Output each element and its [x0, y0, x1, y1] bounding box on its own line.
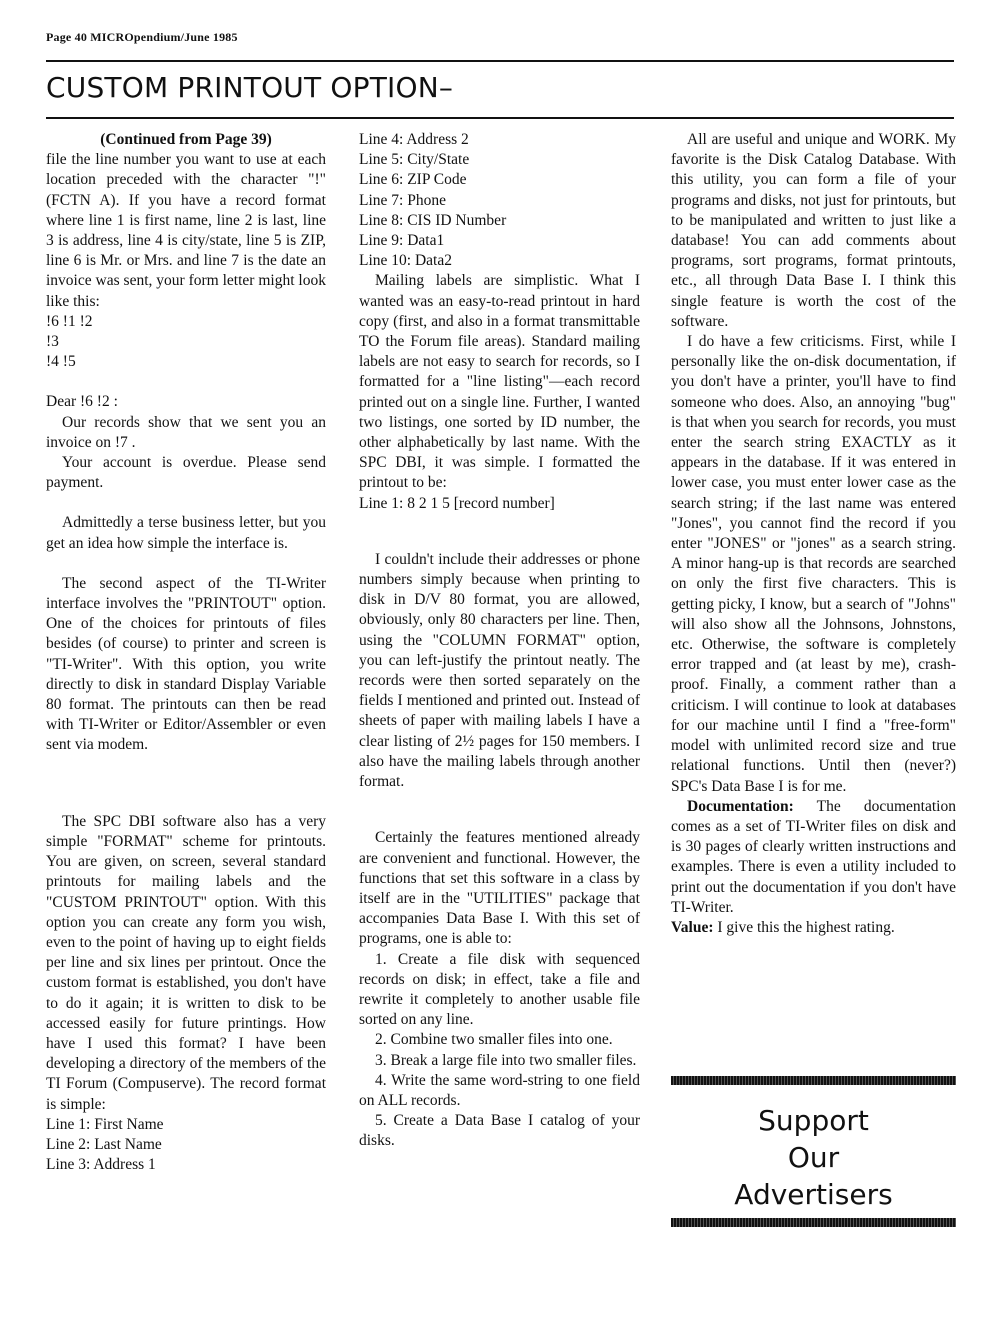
letter-salutation: Dear !6 !2 : — [46, 393, 118, 411]
form-line: !4 !5 — [46, 353, 76, 371]
documentation-label: Documentation: — [687, 797, 794, 815]
article-headline: CUSTOM PRINTOUT OPTION– — [46, 71, 454, 104]
support-line: Support — [758, 1104, 869, 1137]
printout-format-line: Line 1: 8 2 1 5 [record number] — [359, 494, 555, 512]
value-label: Value: — [671, 918, 714, 936]
header-rule-top — [46, 60, 954, 62]
support-advertisers-text — [671, 1102, 956, 1213]
record-format-line: Line 7: Phone — [359, 191, 446, 209]
form-line: !6 !1 !2 — [46, 312, 93, 330]
page-folio: Page 40 MICROpendium/June 1985 — [46, 30, 238, 44]
paragraph: The second aspect of the TI-Writer interface involves the "PRINTOUT" option. One of the choices for printouts of files besides (of course) to printer and screen is "TI-Writer". With this option, you write directly to disk in standard Display Variable 80 format. The printouts can then be read with TI-Writer or Editor/Assembler or even sent via modem. — [46, 574, 326, 754]
documentation-paragraph — [671, 797, 956, 918]
utility-item: 5. Create a Data Base I catalog of your disks. — [359, 1112, 640, 1150]
continued-line: (Continued from Page 39) — [100, 131, 272, 148]
text-column-1 — [46, 130, 326, 1175]
utility-item: 3. Break a large file into two smaller files. — [375, 1051, 637, 1069]
form-line: !3 — [46, 333, 59, 351]
paragraph: Mailing labels are simplistic. What I wanted was an easy-to-read printout in hard copy (first, and also in a format transmittable TO the Forum file areas). Standard mailing labels are not easy to search for records, so I formatted for a "line listing"—each record printed out on a single line. Further, I wanted two listings, one sorted by ID number, the other alphabetically by last name. With the SPC DBI, it was simple. I formatted the printout to be: — [359, 272, 640, 492]
value-paragraph — [671, 918, 956, 938]
record-format-line: Line 2: Last Name — [46, 1135, 162, 1153]
documentation-text: The documentation comes as a set of TI-Writer files on disk and is 30 pages of clearly written instructions and examples. There is even a utility included to print out the documentation if you don't have TI-Writer. — [671, 797, 956, 916]
record-format-line: Line 9: Data1 — [359, 232, 445, 250]
record-format-line: Line 3: Address 1 — [46, 1156, 156, 1174]
utility-item: 4. Write the same word-string to one field on ALL records. — [359, 1071, 640, 1109]
text-column-2 — [359, 130, 640, 1152]
record-format-line: Line 6: ZIP Code — [359, 171, 467, 189]
paragraph: All are useful and unique and WORK. My favorite is the Disk Catalog Database. With this utility, you can form a file of your programs and disks, not just for printouts, but to be manipulated and written to just like a database! You can add comments about programs, sort programs, format printouts, etc., all through Data Base I. I think this single feature is worth the cost of the software. — [671, 131, 956, 330]
paragraph: I couldn't include their addresses or phone numbers simply because when printing to disk in D/V 80 format, you are allowed, obviously, only 80 characters per line. Then, using the "COLUMN FORMAT" option, you can left-justify the printout neatly. The records were then sorted separately on the fields I mentioned and printed out. Instead of sheets of paper with mailing labels I have a clear listing of 2½ pages for 150 members. I also have the mailing labels through another format. — [359, 550, 640, 791]
record-format-line: Line 5: City/State — [359, 151, 470, 169]
paragraph: I do have a few criticisms. First, while I personally like the on-disk documentation, if you don't have a printer, you'll have to find someone who does. Also, an annoying "bug" is that when you search for records, you must enter the search string EXACTLY as it appears in the database. If it was entered in lower case, you must enter lower case as the search string; if the last name was entered "Jones", you cannot find the record if you enter "JONES" or "jones" as a search string. A minor hang-up is that records are searched on only the first five characters. This is getting picky, I know, but a search of "Johns" will also show all the Johnsons, Johnstons, etc. Otherwise, the software is completely error trapped and (at least by me), crash-proof. Finally, a comment rather than a criticism. I will continue to look at databases for our machine until I find a "free-form" model with unlimited record size and true relational functions. Until then (never?) SPC's Data Base I is for me. — [671, 333, 956, 795]
record-format-line: Line 10: Data2 — [359, 252, 452, 270]
paragraph: file the line number you want to use at each location preceded with the character "!" (FCTN A). If you have a record format where line 1 is first name, line 2 is last, line 3 is address, line 4 is city/state, line 5 is ZIP, line 6 is Mr. or Mrs. and line 7 is the date an invoice was sent, your form letter might look like this: — [46, 151, 326, 310]
decorative-bar-bottom — [671, 1218, 956, 1227]
support-line: Advertisers — [734, 1178, 893, 1211]
utility-item: 2. Combine two smaller files into one. — [375, 1031, 613, 1049]
decorative-bar-top — [671, 1076, 956, 1085]
record-format-line: Line 1: First Name — [46, 1115, 164, 1133]
value-text: I give this the highest rating. — [717, 918, 895, 936]
text-column-3 — [671, 130, 956, 938]
support-advertisers-box — [671, 1072, 956, 1242]
letter-body: Your account is overdue. Please send payment. — [46, 454, 326, 492]
record-format-line: Line 4: Address 2 — [359, 131, 469, 148]
paragraph: The SPC DBI software also has a very simple "FORMAT" scheme for printouts. You are given, on screen, several standard printouts for mailing labels and the "CUSTOM PRINTOUT" option. With this option you can create any form you wish, even to the point of having up to eight fields per line and six lines per printout. Once the custom format is established, you don't have to do it again; it is written to disk to be accessed easily for future printings. How have I used this format? I have been developing a directory of the members of the TI Forum (Compuserve). The record format is simple: — [46, 812, 326, 1113]
paragraph: Certainly the features mentioned already are convenient and functional. However, the functions that set this software in a class by itself are in the "UTILITIES" package that accompanies Data Base I. With this set of programs, one is able to: — [359, 829, 640, 948]
header-rule-bottom — [46, 117, 954, 119]
paragraph: Admittedly a terse business letter, but you get an idea how simple the interface is. — [46, 514, 326, 552]
letter-body: Our records show that we sent you an invoice on !7 . — [46, 413, 326, 451]
utility-item: 1. Create a file disk with sequenced records on disk; in effect, take a file and rewrite it completely to another usable file sorted on any line. — [359, 950, 640, 1029]
support-line: Our — [787, 1141, 840, 1174]
record-format-line: Line 8: CIS ID Number — [359, 211, 507, 229]
